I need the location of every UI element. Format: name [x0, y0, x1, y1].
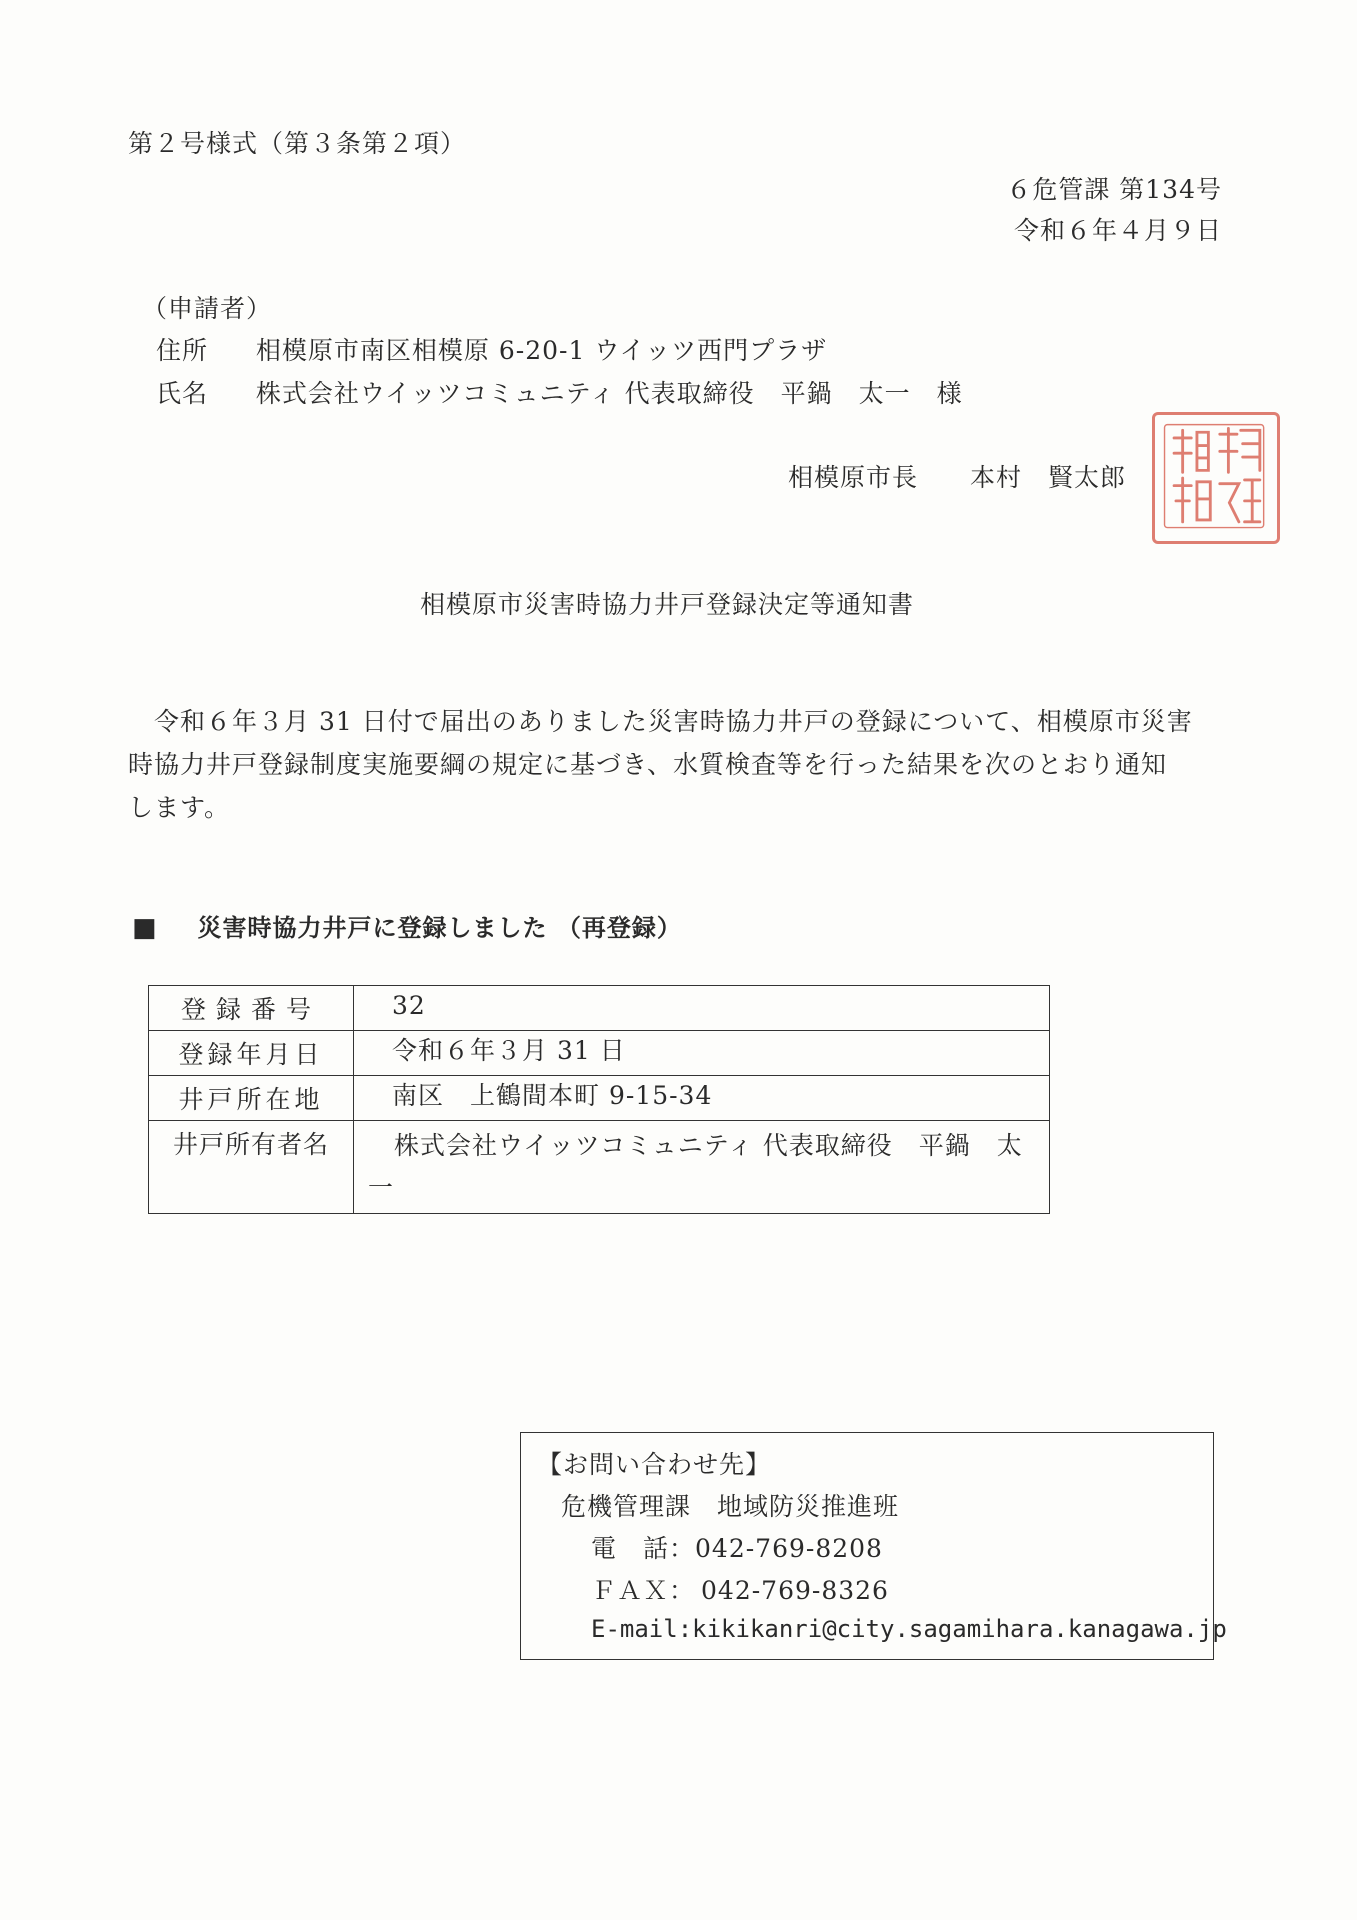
table-label: 井戸所在地	[149, 1076, 354, 1121]
applicant-heading: （申請者）	[142, 294, 273, 323]
applicant-name-row	[156, 374, 963, 410]
email-link[interactable]: kikikanri@city.sagamihara.kanagawa.jp	[692, 1615, 1227, 1643]
form-label: 第２号様式（第３条第２項）	[128, 129, 467, 158]
section-bullet: ■	[132, 913, 158, 943]
fax-number: 042-769-8326	[701, 1576, 889, 1605]
phone-label: 電 話：	[591, 1534, 696, 1563]
contact-phone-row	[591, 1529, 883, 1565]
table-value: 南区 上鶴間本町 9-15-34	[354, 1076, 1050, 1121]
name-label: 氏名	[156, 379, 209, 408]
name-value: 株式会社ウイッツコミュニティ 代表取締役 平鍋 太一 様	[255, 379, 963, 408]
document-date: 令和６年４月９日	[1013, 216, 1222, 245]
section-heading	[132, 908, 682, 943]
phone-number: 042-769-8208	[695, 1534, 883, 1563]
table-label: 登録番号	[149, 986, 354, 1031]
email-label: E-mail:	[591, 1615, 693, 1643]
body-line-2: 時協力井戸登録制度実施要綱の規定に基づき、水質検査等を行った結果を次のとおり通知	[128, 750, 1168, 779]
contact-fax-row	[591, 1571, 889, 1607]
body-line-3: します。	[128, 793, 231, 822]
table-value: 令和６年３月 31 日	[354, 1031, 1050, 1076]
table-value: 株式会社ウイッツコミュニティ 代表取締役 平鍋 太一	[354, 1121, 1050, 1214]
official-seal-stamp	[1152, 412, 1280, 544]
table-label: 登録年月日	[149, 1031, 354, 1076]
table-label: 井戸所有者名	[149, 1121, 354, 1214]
document-number: ６危管課 第134号	[1006, 175, 1222, 204]
table-row	[149, 1031, 1050, 1076]
table-row	[149, 986, 1050, 1031]
fax-label: ＦＡＸ：	[591, 1576, 696, 1605]
address-label: 住所	[156, 336, 209, 365]
document-title: 相模原市災害時協力井戸登録決定等通知書	[420, 590, 915, 619]
table-row	[149, 1121, 1050, 1214]
contact-box	[520, 1432, 1227, 1660]
contact-email-row	[591, 1615, 1227, 1643]
body-line-1: 令和６年３月 31 日付で届出のありました災害時協力井戸の登録について、相模原市災害	[154, 707, 1193, 736]
section-heading-text: 災害時協力井戸に登録しました （再登録）	[197, 914, 682, 942]
issuer-name: 相模原市長 本村 賢太郎	[788, 463, 1127, 492]
address-value: 相模原市南区相模原 6-20-1 ウイッツ西門プラザ	[255, 336, 828, 365]
contact-department: 危機管理課 地域防災推進班	[561, 1492, 900, 1521]
table-row	[149, 1076, 1050, 1121]
table-value: 32	[354, 986, 1050, 1031]
contact-heading: 【お問い合わせ先】	[537, 1450, 772, 1479]
registration-table	[148, 985, 1050, 1214]
applicant-address-row	[156, 331, 827, 367]
